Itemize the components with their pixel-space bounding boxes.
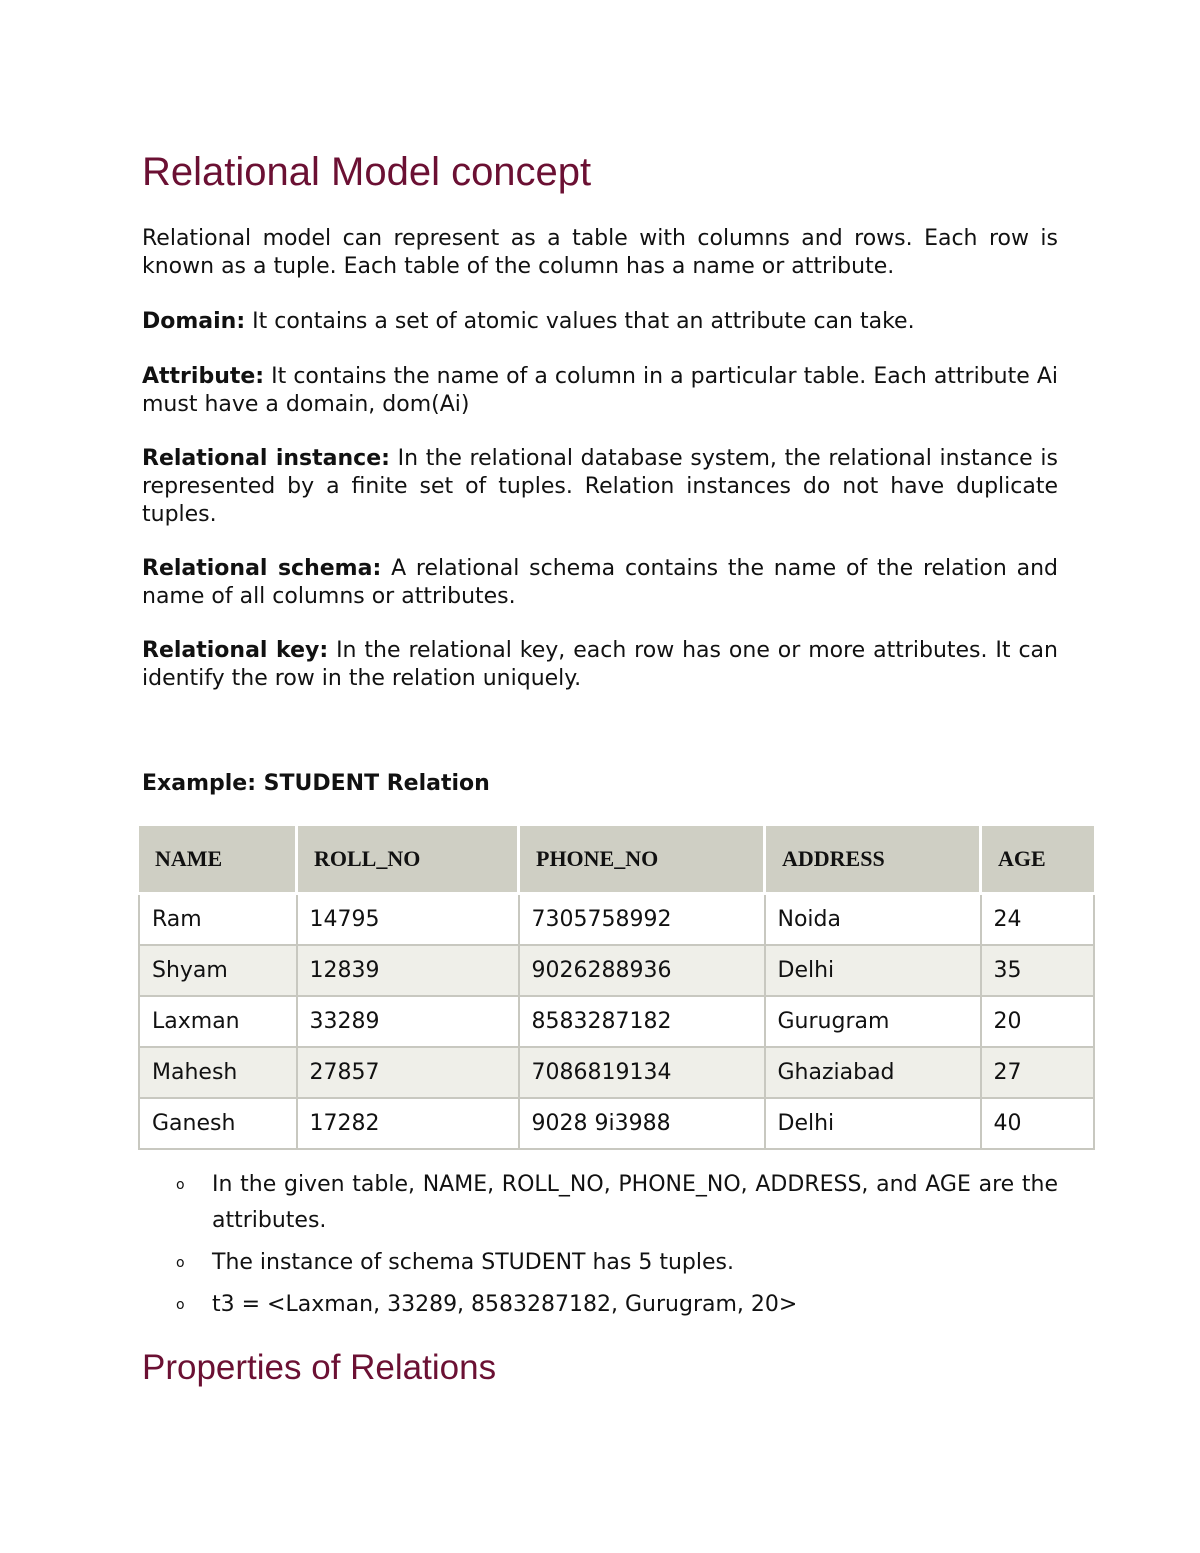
cell-address: Delhi: [765, 945, 981, 996]
list-item-text: The instance of schema STUDENT has 5 tuples.: [212, 1250, 734, 1275]
page-title: Relational Model concept: [142, 150, 592, 194]
cell-phone-no: 8583287182: [519, 996, 765, 1047]
definition-relational-schema: [142, 555, 1058, 611]
table-row: [139, 1047, 1094, 1098]
cell-phone-no: 7305758992: [519, 894, 765, 946]
table-header-row: [139, 826, 1094, 894]
cell-address: Noida: [765, 894, 981, 946]
table-row: [139, 894, 1094, 946]
cell-roll-no: 14795: [297, 894, 519, 946]
list-item: [142, 1245, 1058, 1281]
cell-age: 27: [981, 1047, 1095, 1098]
definition-text: It contains the name of a column in a particular table. Each attribute Ai must have a domain, dom(Ai): [142, 364, 1058, 417]
cell-name: Mahesh: [139, 1047, 297, 1098]
definition-text: In the relational database system, the relational instance is represented by a finite set of tuples. Relation instances do not have duplicate tuples.: [142, 446, 1058, 527]
attribute-notes-list: [142, 1167, 1058, 1329]
section-title-properties: Properties of Relations: [142, 1348, 497, 1387]
cell-roll-no: 33289: [297, 996, 519, 1047]
cell-name: Ram: [139, 894, 297, 946]
bullet-circle-icon: o: [176, 1255, 185, 1271]
cell-age: 35: [981, 945, 1095, 996]
table-row: [139, 1098, 1094, 1149]
definition-term: Attribute:: [142, 364, 265, 389]
cell-name: Shyam: [139, 945, 297, 996]
list-item-text: t3 = <Laxman, 33289, 8583287182, Gurugram, 20>: [212, 1292, 798, 1317]
table-row: [139, 996, 1094, 1047]
cell-name: Laxman: [139, 996, 297, 1047]
column-header-age: AGE: [981, 826, 1095, 894]
student-relation-table: [138, 826, 1095, 1150]
cell-age: 40: [981, 1098, 1095, 1149]
example-heading: Example: STUDENT Relation: [142, 771, 490, 796]
definition-term: Relational key:: [142, 638, 329, 663]
definition-text: It contains a set of atomic values that an attribute can take.: [245, 309, 915, 334]
intro-paragraph: Relational model can represent as a table with columns and rows. Each row is known as a tuple. Each table of the column has a name or attribute.: [142, 226, 1058, 279]
cell-age: 20: [981, 996, 1095, 1047]
column-header-roll-no: ROLL_NO: [297, 826, 519, 894]
cell-roll-no: 27857: [297, 1047, 519, 1098]
cell-roll-no: 17282: [297, 1098, 519, 1149]
definition-text: In the relational key, each row has one or more attributes. It can identify the row in the relation uniquely.: [142, 638, 1058, 691]
cell-roll-no: 12839: [297, 945, 519, 996]
cell-phone-no: 9028 9i3988: [519, 1098, 765, 1149]
cell-phone-no: 9026288936: [519, 945, 765, 996]
bullet-circle-icon: o: [176, 1297, 185, 1313]
bullet-circle-icon: o: [176, 1177, 185, 1193]
list-item: [142, 1287, 1058, 1323]
cell-age: 24: [981, 894, 1095, 946]
column-header-phone-no: PHONE_NO: [519, 826, 765, 894]
cell-address: Ghaziabad: [765, 1047, 981, 1098]
cell-phone-no: 7086819134: [519, 1047, 765, 1098]
definition-relational-instance: [142, 445, 1058, 529]
cell-address: Gurugram: [765, 996, 981, 1047]
list-item: [142, 1167, 1058, 1239]
definition-term: Relational instance:: [142, 446, 390, 471]
definition-term: Relational schema:: [142, 556, 382, 581]
definition-text: A relational schema contains the name of the relation and name of all columns or attributes.: [142, 556, 1058, 609]
list-item-text: In the given table, NAME, ROLL_NO, PHONE_NO, ADDRESS, and AGE are the attributes.: [212, 1172, 1058, 1233]
cell-address: Delhi: [765, 1098, 981, 1149]
column-header-address: ADDRESS: [765, 826, 981, 894]
column-header-name: NAME: [139, 826, 297, 894]
table-row: [139, 945, 1094, 996]
definition-domain: [142, 308, 1058, 336]
definition-term: Domain:: [142, 309, 246, 334]
definition-relational-key: [142, 637, 1058, 693]
cell-name: Ganesh: [139, 1098, 297, 1149]
definition-attribute: [142, 363, 1058, 419]
